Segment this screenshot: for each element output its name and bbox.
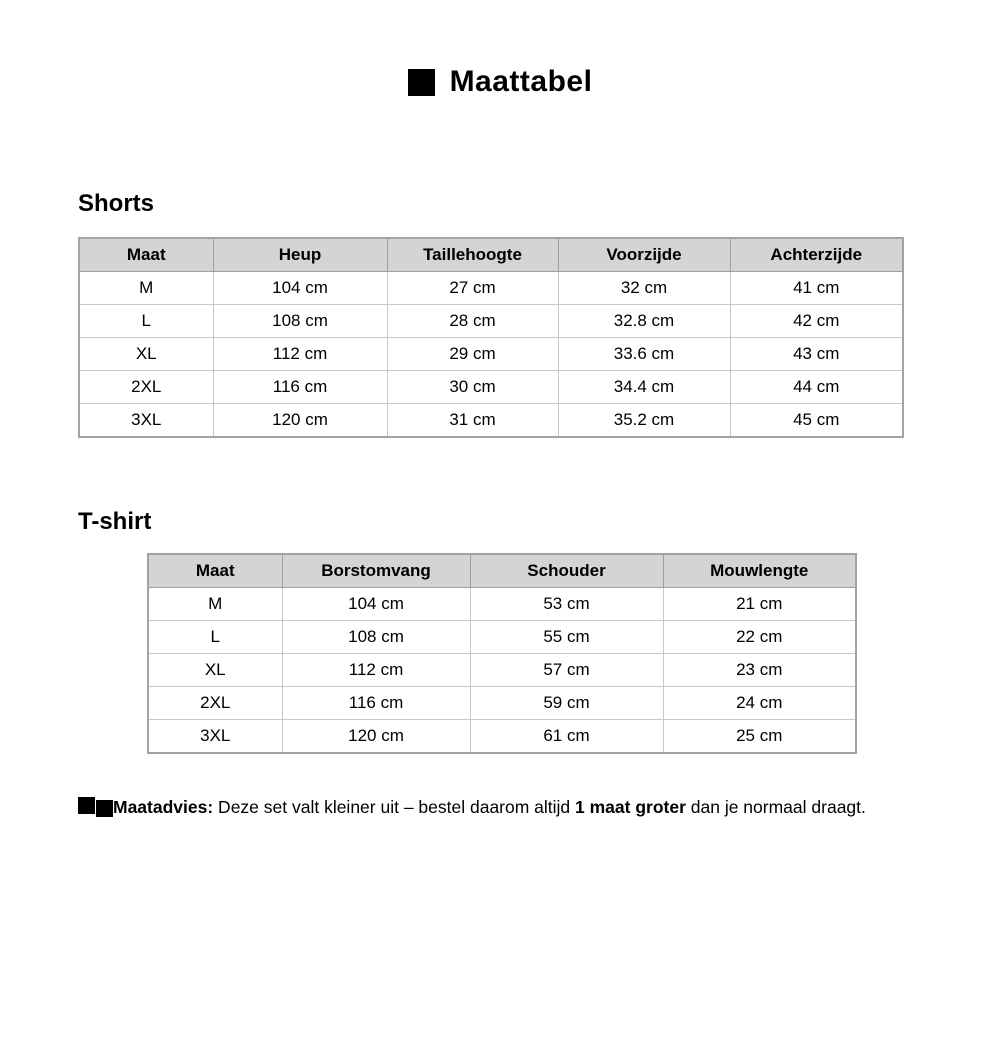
table-cell: 24 cm: [663, 687, 856, 720]
column-header: Maat: [148, 554, 282, 588]
table-cell: XL: [79, 338, 213, 371]
table-cell: 31 cm: [387, 404, 558, 438]
table-cell: 59 cm: [470, 687, 663, 720]
table-cell: 32.8 cm: [558, 305, 730, 338]
black-square-icon: [408, 69, 435, 96]
column-header: Heup: [213, 238, 387, 272]
table-row: [79, 272, 903, 305]
table-cell: 30 cm: [387, 371, 558, 404]
table-cell: 33.6 cm: [558, 338, 730, 371]
table-cell: 55 cm: [470, 621, 663, 654]
table-row: [148, 621, 856, 654]
table-cell: 53 cm: [470, 588, 663, 621]
shorts-size-table: [78, 237, 904, 438]
column-header: Maat: [79, 238, 213, 272]
table-cell: 45 cm: [730, 404, 903, 438]
section-heading-shorts: Shorts: [78, 190, 155, 217]
section-heading-tshirt: T-shirt: [78, 508, 152, 535]
page-title-row: [78, 62, 922, 102]
table-header-row: [79, 238, 903, 272]
table-cell: 42 cm: [730, 305, 903, 338]
table-cell: L: [79, 305, 213, 338]
table-cell: M: [79, 272, 213, 305]
size-chart-page: [0, 62, 1000, 821]
table-cell: 23 cm: [663, 654, 856, 687]
table-cell: 27 cm: [387, 272, 558, 305]
page-title: Maattabel: [449, 65, 593, 98]
table-cell: 61 cm: [470, 720, 663, 754]
table-cell: 41 cm: [730, 272, 903, 305]
table-cell: XL: [148, 654, 282, 687]
table-cell: 108 cm: [282, 621, 470, 654]
table-cell: 2XL: [148, 687, 282, 720]
table-cell: 116 cm: [282, 687, 470, 720]
table-cell: 32 cm: [558, 272, 730, 305]
table-cell: 3XL: [148, 720, 282, 754]
table-row: [79, 404, 903, 438]
table-cell: 44 cm: [730, 371, 903, 404]
table-cell: 21 cm: [663, 588, 856, 621]
black-square-icon: [78, 797, 95, 814]
table-cell: 120 cm: [213, 404, 387, 438]
table-cell: M: [148, 588, 282, 621]
table-row: [79, 371, 903, 404]
table-row: [79, 338, 903, 371]
note-bold-text: 1 maat groter: [575, 797, 686, 817]
table-cell: 120 cm: [282, 720, 470, 754]
column-header: Schouder: [470, 554, 663, 588]
table-cell: 108 cm: [213, 305, 387, 338]
table-cell: 112 cm: [213, 338, 387, 371]
table-row: [148, 687, 856, 720]
table-header-row: [148, 554, 856, 588]
note-text: Deze set valt kleiner uit – bestel daarom altijd: [213, 797, 576, 817]
table-cell: 112 cm: [282, 654, 470, 687]
note-text: dan je normaal draagt.: [685, 797, 866, 817]
note-label: Maatadvies:: [113, 797, 214, 817]
table-cell: 22 cm: [663, 621, 856, 654]
table-cell: 35.2 cm: [558, 404, 730, 438]
table-cell: 2XL: [79, 371, 213, 404]
table-cell: 34.4 cm: [558, 371, 730, 404]
table-row: [79, 305, 903, 338]
table-cell: 116 cm: [213, 371, 387, 404]
column-header: Taillehoogte: [387, 238, 558, 272]
table-cell: 104 cm: [282, 588, 470, 621]
size-advice-note: [78, 794, 890, 821]
column-header: Achterzijde: [730, 238, 903, 272]
table-cell: 25 cm: [663, 720, 856, 754]
table-cell: 29 cm: [387, 338, 558, 371]
column-header: Voorzijde: [558, 238, 730, 272]
column-header: Mouwlengte: [663, 554, 856, 588]
table-cell: 43 cm: [730, 338, 903, 371]
tshirt-size-table: [147, 553, 857, 754]
table-cell: 104 cm: [213, 272, 387, 305]
table-cell: 57 cm: [470, 654, 663, 687]
table-cell: L: [148, 621, 282, 654]
table-cell: 28 cm: [387, 305, 558, 338]
table-row: [148, 654, 856, 687]
table-row: [148, 720, 856, 754]
column-header: Borstomvang: [282, 554, 470, 588]
black-square-icon: [96, 800, 113, 817]
table-row: [148, 588, 856, 621]
table-cell: 3XL: [79, 404, 213, 438]
